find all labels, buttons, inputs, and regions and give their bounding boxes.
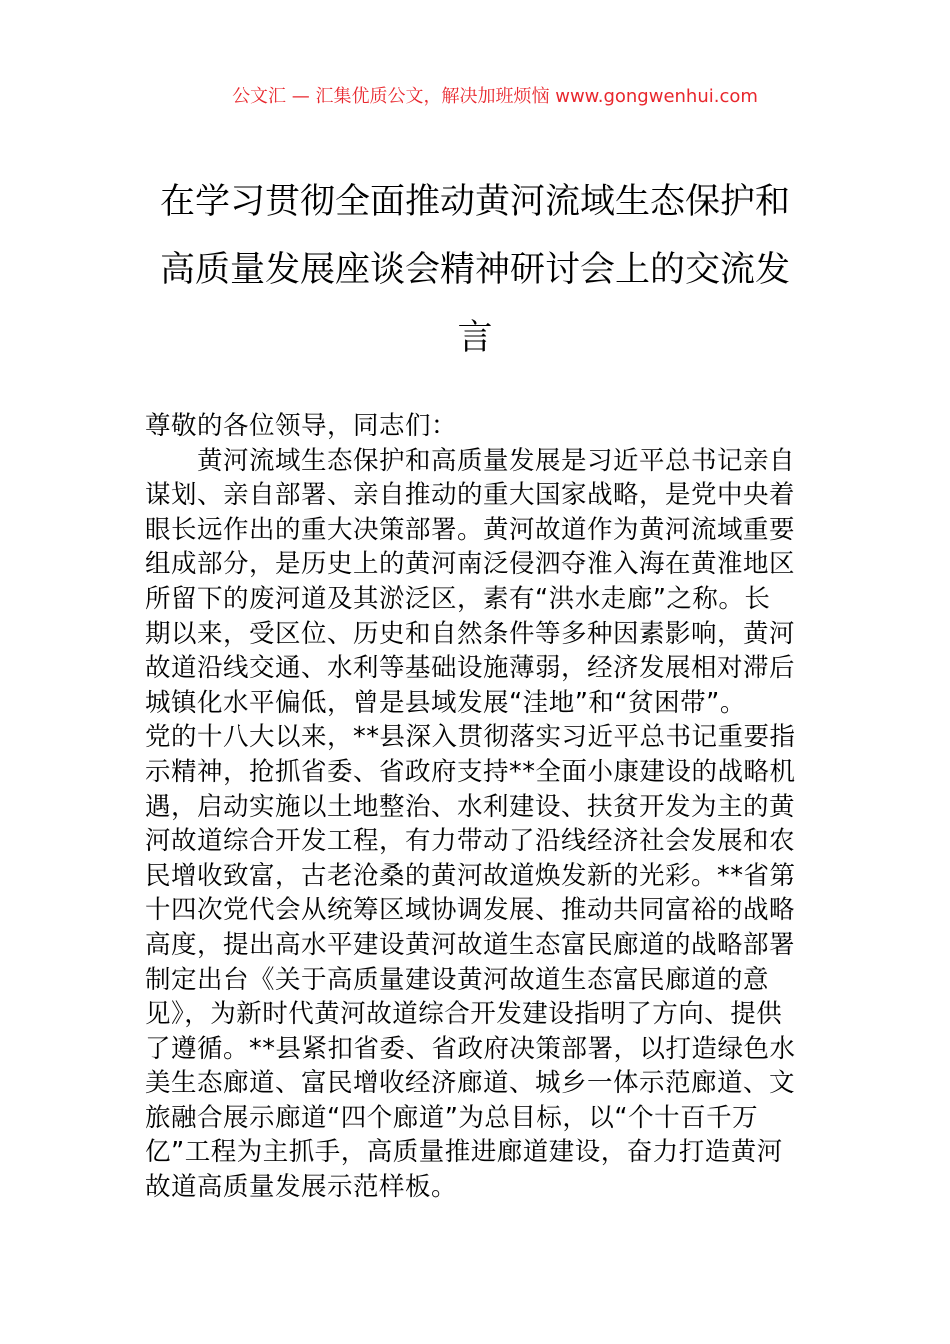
- body-line: 故道高质量发展示范样板。: [145, 1172, 458, 1203]
- document-title: [140, 168, 810, 372]
- body-line: 示精神，抢抓省委、省政府支持**全面小康建设的战略机: [145, 756, 796, 787]
- body-line: 了遵循。**县紧扣省委、省政府决策部署，以打造绿色水: [145, 1033, 796, 1064]
- body-line: 美生态廊道、富民增收经济廊道、城乡一体示范廊道、文: [145, 1068, 796, 1099]
- body-line: 黄河流域生态保护和高质量发展是习近平总书记亲自: [145, 445, 796, 476]
- title-line: 在学习贯彻全面推动黄河流域生态保护和: [159, 182, 790, 222]
- body-line: 谋划、亲自部署、亲自推动的重大国家战略，是党中央着: [145, 480, 796, 511]
- title-line: 言: [457, 318, 493, 358]
- body-line: 十四次党代会从统筹区域协调发展、推动共同富裕的战略: [145, 895, 796, 926]
- body-line: 高度，提出高水平建设黄河故道生态富民廊道的战略部署: [145, 929, 796, 960]
- body-line: 民增收致富，古老沧桑的黄河故道焕发新的光彩。**省第: [145, 860, 796, 891]
- body-line: 亿”工程为主抓手，高质量推进廊道建设，奋力打造黄河: [145, 1137, 783, 1168]
- body-line: 遇，启动实施以土地整治、水利建设、扶贫开发为主的黄: [145, 791, 796, 822]
- body-line: 眼长远作出的重大决策部署。黄河故道作为黄河流域重要: [145, 514, 796, 545]
- body-line: 旅融合展示廊道“四个廊道”为总目标，以“个十百千万: [145, 1102, 759, 1133]
- body-line: 城镇化水平偏低，曾是县域发展“洼地”和“贫困带”。: [145, 687, 746, 718]
- document-body: [145, 409, 810, 1205]
- body-line: 组成部分，是历史上的黄河南泛侵泗夺淮入海在黄淮地区: [145, 549, 796, 580]
- title-line: 高质量发展座谈会精神研讨会上的交流发: [159, 250, 790, 290]
- body-line: 制定出台《关于高质量建设黄河故道生态富民廊道的意: [145, 964, 770, 995]
- body-line: 河故道综合开发工程，有力带动了沿线经济社会发展和农: [145, 826, 796, 857]
- salutation: 尊敬的各位领导，同志们：: [145, 411, 458, 441]
- body-line: 党的十八大以来，**县深入贯彻落实习近平总书记重要指: [145, 722, 796, 753]
- body-line: 期以来，受区位、历史和自然条件等多种因素影响，黄河: [145, 618, 796, 649]
- watermark-banner: 公文汇 — 汇集优质公文，解决加班烦恼 www.gongwenhui.com: [232, 86, 758, 107]
- body-line: 所留下的废河道及其淤泛区，素有“洪水走廊”之称。长: [145, 583, 771, 614]
- body-line: 故道沿线交通、水利等基础设施薄弱，经济发展相对滞后: [145, 653, 796, 684]
- body-line: 见》，为新时代黄河故道综合开发建设指明了方向、提供: [145, 999, 783, 1030]
